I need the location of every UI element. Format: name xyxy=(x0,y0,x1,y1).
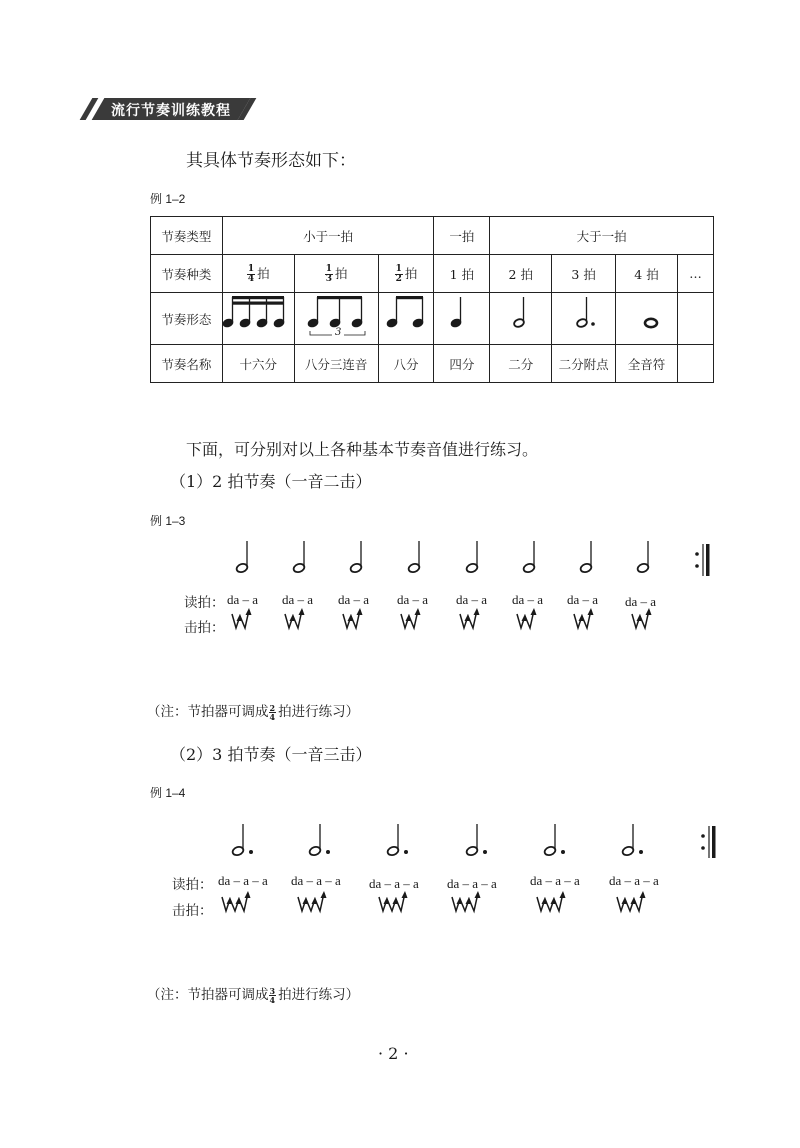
hit-beat-label: 击拍： xyxy=(184,620,225,636)
tap-stroke-icon xyxy=(632,608,652,628)
fraction: $\frac{1}{4}$ xyxy=(247,263,255,284)
tap-stroke-icon xyxy=(222,891,251,911)
section2-title: （2）3 拍节奏（一音三击） xyxy=(170,745,372,764)
syllable: da – a – a xyxy=(218,873,268,888)
repeat-end-icon xyxy=(695,544,709,576)
kind-cell: $\frac{1}{2}$ 拍 xyxy=(378,255,434,293)
syllable: da – a – a xyxy=(609,873,659,888)
syllable: da – a xyxy=(282,592,314,607)
row-header-shape: 节奏形态 xyxy=(151,293,223,345)
dotted-half-note-icon xyxy=(231,824,253,857)
tap-stroke-icon xyxy=(232,608,252,628)
syllable: da – a xyxy=(456,592,488,607)
syllable: da – a – a xyxy=(291,873,341,888)
group-less-than-beat: 小于一拍 xyxy=(222,217,434,255)
paragraph-practice: 下面，可分别对以上各种基本节奏音值进行练习。 xyxy=(186,440,539,459)
syllable: da – a – a xyxy=(530,873,580,888)
metronome-note: （注：节拍器可调成 $\frac{3}{4}$ 拍进行练习） xyxy=(147,986,360,1005)
eighth-notes-icon xyxy=(386,296,424,328)
dotted-half-note-icon xyxy=(576,297,595,328)
tap-stroke-icon xyxy=(401,608,421,628)
whole-note-icon xyxy=(645,319,657,327)
tap-stroke-icon xyxy=(285,608,305,628)
dotted-half-note-icon xyxy=(543,824,565,857)
tap-stroke-icon xyxy=(379,891,408,911)
syllable: da – a xyxy=(625,594,657,609)
syllable: da – a xyxy=(227,592,259,607)
tap-stroke-icon xyxy=(537,891,566,911)
intro-text: 其具体节奏形态如下： xyxy=(186,151,356,171)
repeat-end-icon xyxy=(701,826,715,858)
example-label: 例 1–3 xyxy=(150,514,186,528)
tap-stroke-icon xyxy=(452,891,481,911)
dotted-half-note-icon xyxy=(386,824,408,857)
example-label: 例 1–2 xyxy=(150,192,186,206)
dotted-half-note-icon xyxy=(621,824,643,857)
syllable: da – a xyxy=(338,592,370,607)
half-note-icon xyxy=(349,541,362,574)
row-header-type: 节奏类型 xyxy=(151,217,223,255)
half-note-icon xyxy=(292,541,305,574)
kind-cell: … xyxy=(677,255,713,293)
dotted-half-note-icon xyxy=(465,824,487,857)
half-note-icon xyxy=(407,541,420,574)
name-cell: 二分附点 xyxy=(552,345,616,383)
kind-cell: 2 拍 xyxy=(490,255,552,293)
name-cell: 十六分 xyxy=(222,345,294,383)
fraction: $\frac{2}{4}$ xyxy=(269,703,276,722)
triplet-number: 3 xyxy=(335,327,342,338)
sixteenth-notes-icon xyxy=(222,296,285,328)
tap-stroke-icon xyxy=(343,608,363,628)
read-beat-label: 读拍： xyxy=(184,595,225,611)
tap-stroke-icon xyxy=(517,608,537,628)
kind-cell: $\frac{1}{4}$ 拍 xyxy=(222,255,294,293)
section1-title: （1）2 拍节奏（一音二击） xyxy=(170,472,372,491)
half-note-icon xyxy=(636,541,649,574)
name-cell: 二分 xyxy=(490,345,552,383)
row-header-kind: 节奏种类 xyxy=(151,255,223,293)
syllable: da – a xyxy=(512,592,544,607)
header-title: 流行节奏训练教程 xyxy=(111,103,231,119)
syllable: da – a – a xyxy=(447,876,497,891)
metronome-note: （注：节拍器可调成 $\frac{2}{4}$ 拍进行练习） xyxy=(147,703,360,722)
tap-stroke-icon xyxy=(574,608,594,628)
name-cell: 全音符 xyxy=(616,345,678,383)
syllable: da – a xyxy=(397,592,429,607)
group-one-beat: 一拍 xyxy=(434,217,490,255)
kind-cell: 3 拍 xyxy=(552,255,616,293)
half-note-icon xyxy=(465,541,478,574)
half-note-icon xyxy=(522,541,535,574)
half-note-icon xyxy=(579,541,592,574)
tap-stroke-icon xyxy=(460,608,480,628)
read-beat-label: 读拍： xyxy=(172,877,213,893)
name-cell: 八分 xyxy=(378,345,434,383)
tap-stroke-icon xyxy=(617,891,646,911)
kind-cell: $\frac{1}{3}$ 拍 xyxy=(294,255,378,293)
half-note-icon xyxy=(235,541,248,574)
group-more-than-beat: 大于一拍 xyxy=(490,217,714,255)
example-label: 例 1–4 xyxy=(150,786,186,800)
half-note-icon xyxy=(513,297,525,328)
fraction: $\frac{3}{4}$ xyxy=(269,986,276,1005)
dotted-half-note-icon xyxy=(308,824,330,857)
name-cell: 四分 xyxy=(434,345,490,383)
syllable: da – a xyxy=(567,592,599,607)
tap-stroke-icon xyxy=(298,891,327,911)
kind-cell: 1 拍 xyxy=(434,255,490,293)
quarter-note-icon xyxy=(450,297,462,328)
fraction: $\frac{1}{3}$ xyxy=(325,263,332,284)
fraction: $\frac{1}{2}$ xyxy=(395,263,402,284)
syllable: da – a – a xyxy=(369,876,419,891)
hit-beat-label: 击拍： xyxy=(172,903,213,919)
name-cell: 八分三连音 xyxy=(294,345,378,383)
kind-cell: 4 拍 xyxy=(616,255,678,293)
page-number: · 2 · xyxy=(378,1044,409,1063)
row-header-name: 节奏名称 xyxy=(151,345,223,383)
